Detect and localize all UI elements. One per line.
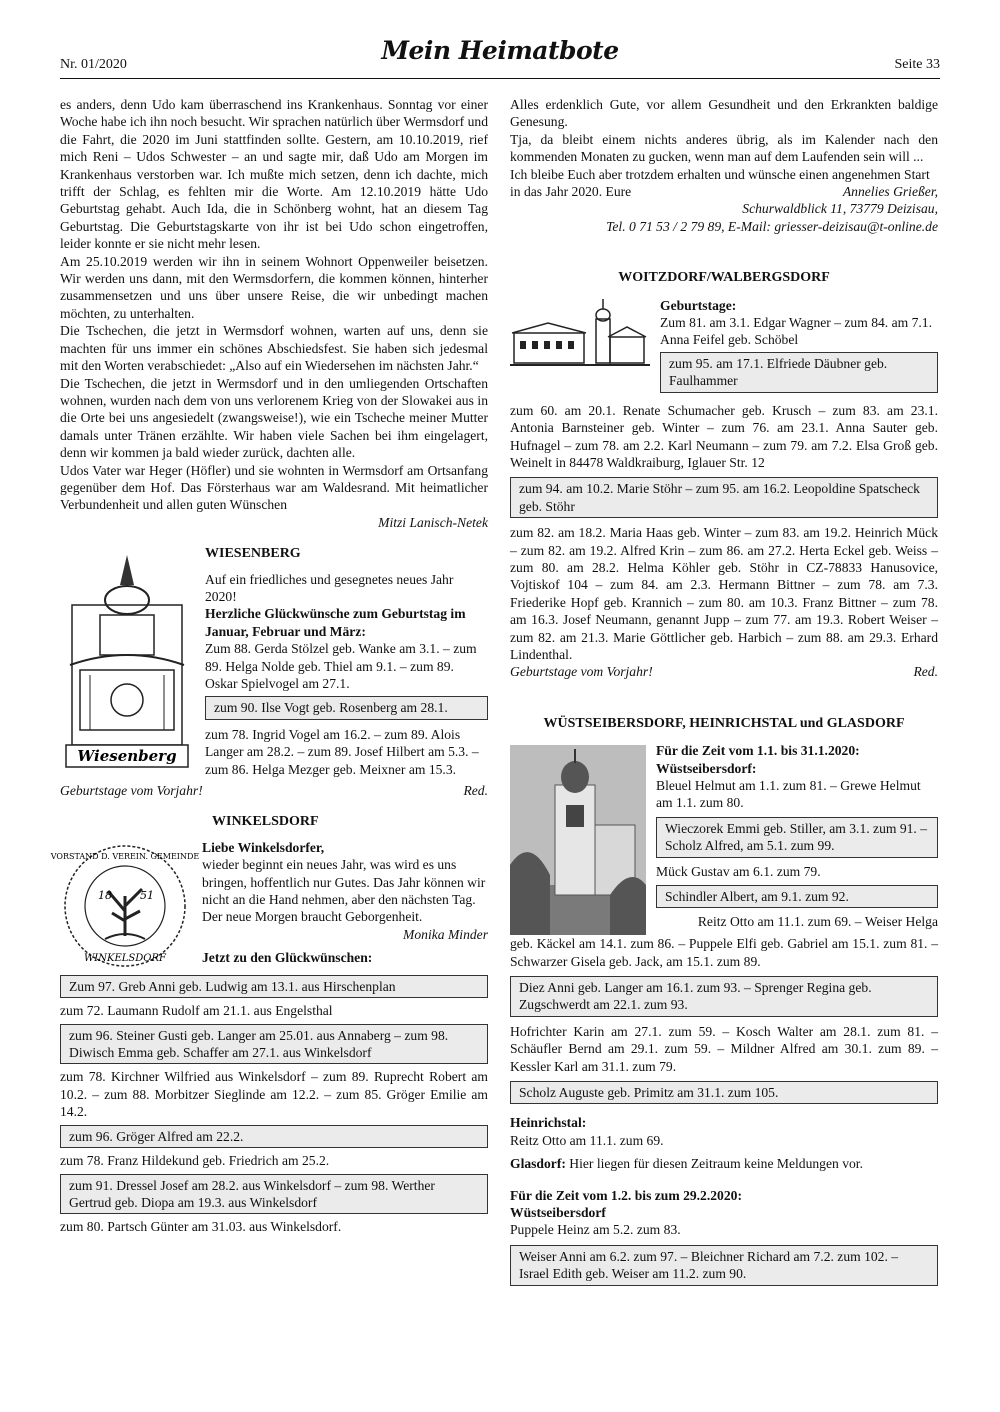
wiesenberg-lead: Herzliche Glückwünsche zum Geburtstag im Januar, Februar und März:: [205, 606, 466, 639]
letter-paragraph: Die Tschechen, die jetzt in Wermsdorf und in den umliegenden Ortschaften wohnen, wurden nach dem von uns verlorenem Krieg von der Slowakei aus in die Orte bei uns angesiedelt (zwangsweise!), wie ein Tscheche meiner Mutter damals unter Tränen erzählte. Wir haben viele Sachen bei ihm eingelagert, denn wir kommen ja bald wieder zurück, dachten alle.: [60, 375, 488, 461]
woitzdorf-text: zum 82. am 18.2. Maria Haas geb. Winter – zum 83. am 19.2. Heinrich Mück – zum 82. am 19.2. Alfred Krin – zum 86. am 27.2. Herta Eckel geb. Weiss – zum 80. am 28.2. Helma Köhler geb. Stöhr in CZ-78833 Hanusovice, Vojtiskof 104 – zum 84. am 2.3. Hermann Bittner – zum 78. am 7.3. Friederike Hopf geb. Krannich – zum 80. am 10.3. Franz Bittner – zum 78. am 16.3. Josef Neumann, genannt Jupp – zum 77. am 19.3. Robert Weiser – zum 82. am 21.3. Marie Göttlicher geb. Harbich – zum 88. am 29.3. Erhard Lindenthal.: [510, 525, 938, 662]
place-heading: Wüstseibersdorf: [510, 1205, 606, 1221]
highlight-box: zum 95. am 17.1. Elfriede Däubner geb. Faulhammer: [660, 352, 938, 393]
footer-note: Geburtstage vom Vorjahr!: [60, 783, 203, 799]
highlight-box: zum 96. Steiner Gusti geb. Langer am 25.01. aus Annaberg – zum 98. Diwisch Emma geb. Schaffer am 27.1. aus Winkelsdorf: [60, 1024, 488, 1065]
winkelsdorf-seal: [50, 841, 200, 971]
right-column: [510, 96, 938, 1292]
woitzdorf-text: Zum 81. am 3.1. Edgar Wagner – zum 84. am 7.1. Anna Feifel geb. Schöbel: [660, 315, 932, 348]
wuest-text: Puppele Heinz am 5.2. zum 83.: [510, 1222, 681, 1238]
left-column: [50, 96, 488, 1240]
page-header: [60, 36, 940, 79]
highlight-box: Weiser Anni am 6.2. zum 97. – Bleichner Richard am 7.2. zum 102. – Israel Edith geb. Weiser am 11.2. zum 90.: [510, 1245, 938, 1286]
entry-text: zum 78. Kirchner Wilfried aus Winkelsdorf – zum 89. Ruprecht Robert am 10.2. – zum 88. Morbitzer Sieglinde am 12.2. – zum 85. Gröger Emilie am 14.2.: [60, 1069, 488, 1120]
winkelsdorf-entries: [60, 975, 488, 1236]
highlight-box: Scholz Auguste geb. Primitz am 31.1. zum 105.: [510, 1081, 938, 1104]
place-heading: Heinrichstal:: [510, 1115, 587, 1131]
woitzdorf-section: [510, 269, 938, 681]
section-title-wuest: WÜSTSEIBERSDORF, HEINRICHSTAL und GLASDORF: [543, 715, 905, 731]
woitzdorf-footer: [510, 663, 938, 680]
wiesenberg-section: [60, 545, 488, 799]
wiesenberg-emblem: [60, 545, 195, 775]
highlight-box: Wieczorek Emmi geb. Stiller, am 3.1. zum 91. – Scholz Alfred, am 5.1. zum 99.: [656, 817, 938, 858]
masthead-logo: Mein Heimatbote: [381, 36, 619, 65]
highlight-box: zum 91. Dressel Josef am 28.2. aus Winkelsdorf – zum 98. Werther Gertrud geb. Diopa am 19.3. aus Winkelsdorf: [60, 1174, 488, 1215]
seal-year-right: 51: [140, 888, 154, 902]
church-photo: [510, 745, 646, 935]
wuest-text: Reitz Otto am 11.1. zum 69. – Weiser Helga: [697, 914, 938, 930]
seal-year-left: 18: [98, 888, 112, 902]
wuest-text: Bleuel Helmut am 1.1. zum 81. – Grewe Helmut am 1.1. zum 80.: [656, 778, 921, 811]
wiesenberg-greeting: Auf ein friedliches und gesegnetes neues Jahr 2020!: [205, 571, 454, 604]
letter-paragraph: Tja, da bleibt einem nichts anderes übrig, als im Kalender nach den kommenden Monaten zu gucken, wenn man auf dem Laufenden sein will ...: [510, 131, 938, 165]
winkelsdorf-poem: wieder beginnt ein neues Jahr, was wird es uns bringen, hoffentlich nur Gutes. Das Jahr können wir nicht an die Hand nehmen, aber den nächsten Tag. Der neue Morgen braucht Geborgenheit.: [202, 857, 486, 925]
wuest-section: [510, 715, 938, 1286]
winkelsdorf-lead: Liebe Winkelsdorfer,: [202, 839, 325, 855]
wuest-text: Mück Gustav am 6.1. zum 79.: [656, 863, 821, 879]
letter-paragraph: Alles erdenklich Gute, vor allem Gesundheit und den Erkrankten baldige Genesung.: [510, 97, 938, 130]
author-contact: Tel. 0 71 53 / 2 79 89, E-Mail: griesser-deizisau@t-online.de: [606, 218, 938, 234]
seal-text-bottom: WINKELSDORF: [84, 952, 166, 964]
wiesenberg-text: zum 78. Ingrid Vogel am 16.2. – zum 89. Alois Langer am 28.2. – zum 89. Josef Hilbert am 5.3. – zum 86. Helga Mezger geb. Meixner am 15.3.: [205, 726, 479, 777]
footer-red: Red.: [463, 783, 488, 799]
wiesenberg-text: Zum 88. Gerda Stölzel geb. Wanke am 3.1. – zum 89. Helga Nolde geb. Thiel am 9.1. – zum 89. Oskar Spielvogel am 27.1.: [205, 641, 477, 691]
entry-text: zum 80. Partsch Günter am 31.03. aus Winkelsdorf.: [60, 1219, 342, 1235]
place-heading: Glasdorf:: [510, 1156, 566, 1172]
winkelsdorf-section: [50, 813, 488, 1235]
woitzdorf-text: zum 60. am 20.1. Renate Schumacher geb. Krusch – zum 83. am 23.1. Antonia Barnsteiner geb. Winter – zum 76. am 23.1. Anna Sauter geb. Hufnagel – zum 78. am 2.2. Karl Neumann – zum 79. am 7.2. Elsa Groß geb. Weinelt in 84478 Waldkraiburg, Iglauer Str. 12: [510, 402, 938, 470]
author-name: Annelies Grießer,: [842, 184, 938, 200]
highlight-box: Schindler Albert, am 9.1. zum 92.: [656, 885, 938, 908]
poem-signature: Monika Minder: [403, 926, 488, 942]
highlight-box: zum 94. am 10.2. Marie Stöhr – zum 95. am 16.2. Leopoldine Spatscheck geb. Stöhr: [510, 477, 938, 518]
section-title-winkelsdorf: WINKELSDORF: [212, 814, 319, 830]
church-drawing: [510, 297, 650, 377]
highlight-box: Zum 97. Greb Anni geb. Ludwig am 13.1. aus Hirschenplan: [60, 975, 488, 998]
entry-text: zum 78. Franz Hildekund geb. Friedrich am 25.2.: [60, 1153, 330, 1169]
highlight-box: zum 96. Gröger Alfred am 22.2.: [60, 1125, 488, 1148]
section-title-wiesenberg: WIESENBERG: [205, 546, 301, 562]
place-heading: Wüstseibersdorf:: [656, 760, 757, 776]
wuest-text: Hier liegen für diesen Zeitraum keine Meldungen vor.: [569, 1156, 863, 1172]
period-heading: Für die Zeit vom 1.1. bis 31.1.2020:: [656, 743, 860, 759]
author-address: Schurwaldblick 11, 73779 Deizisau,: [742, 201, 938, 217]
letter-paragraph: Ich bleibe Euch aber trotzdem erhalten und wünsche einen angenehmen Start in das Jahr 2020. Eure: [510, 166, 930, 200]
footer-note: Geburtstage vom Vorjahr!: [510, 664, 653, 680]
entry-text: zum 72. Laumann Rudolf am 21.1. aus Engelsthal: [60, 1003, 333, 1019]
issue-number: Nr. 01/2020: [60, 57, 127, 72]
wuest-text: Hofrichter Karin am 27.1. zum 59. – Kosch Walter am 28.1. zum 81. – Schäufler Bernd am 29.1. zum 59. – Mildner Alfred am 30.1. zum 89. – Kessler Karl am 31.1. zum 79.: [510, 1023, 938, 1074]
wiesenberg-footer: [60, 782, 488, 799]
letter-paragraph: Am 25.10.2019 werden wir ihn in seinem Wohnort Oppenweiler beisetzen. Wir werden uns dann, mit den Wermsdorfern, die kommen können, hinterher zusammensetzen und uns über unsere Reise, die wir unbedingt machen möchten, zu unterhalten.: [60, 253, 488, 321]
emblem-label: Wiesenberg: [77, 747, 177, 766]
wuest-text: geb. Käckel am 14.1. zum 86. – Puppele Elfi geb. Gabriel am 15.1. zum 81. – Schwarzer Gisela geb. Jack, am 15.1. zum 89.: [510, 936, 938, 969]
wuest-text: Reitz Otto am 11.1. zum 69.: [510, 1132, 664, 1148]
letter-paragraph: Die Tschechen, die jetzt in Wermsdorf wohnen, warten auf uns, denn sie machten für uns immer ein schönes Abschiedsfest. Sie haben sich jedesmal mit den Worten verabschiedet: „Also auf ein Wiedersehen im nächsten Jahr.“: [60, 323, 488, 374]
woitzdorf-lead: Geburtstage:: [660, 297, 737, 313]
highlight-box: zum 90. Ilse Vogt geb. Rosenberg am 28.1.: [205, 696, 488, 719]
winkelsdorf-jetzt: Jetzt zu den Glückwünschen:: [202, 950, 373, 966]
seal-text-top: VORSTAND D. VEREIN. GEMEINDE: [50, 851, 200, 861]
section-title-woitzdorf: WOITZDORF/WALBERGSDORF: [618, 270, 830, 286]
letter-paragraph: Udos Vater war Heger (Höfler) und sie wohnten in Wermsdorf am Ortsanfang gegenüber dem Hof. Das Försterhaus war am Waldesrand. Mit heimatlicher Verbundenheit und allen guten Wünschen: [60, 462, 488, 513]
letter-signature: Mitzi Lanisch-Netek: [378, 514, 488, 530]
highlight-box: Diez Anni geb. Langer am 16.1. zum 93. – Sprenger Regina geb. Zugschwerdt am 22.1. zum 93.: [510, 976, 938, 1017]
footer-red: Red.: [913, 664, 938, 680]
period-heading: Für die Zeit vom 1.2. bis zum 29.2.2020:: [510, 1187, 742, 1203]
letter-paragraph: es anders, denn Udo kam überraschend ins Krankenhaus. Sonntag vor einer Woche habe ich ihn noch besucht. Wir sprachen natürlich über Wermsdorf und die Fahrt, die 2020 im Juni stattfinden sollte. Gestern, am 10.10.2019, rief mich Reni – Udos Schwester – an und sagte mir, daß Udo am Morgen im Krankenhaus verstorben war. Ich mußte mich setzen, denn ich dachte, mich trifft der Schlag, es fehlten mir die Worte. Am 12.10.2019 hätte Udo Geburtstag gehabt. Auch Ida, die in Schönberg wohnt, hat an diesem Tag Geburtstag. Die Geburtstagskarte von ihr ist bei Udo schon eingetroffen, leider konnte er sie nicht mehr lesen.: [60, 97, 488, 252]
page-number: Seite 33: [894, 57, 940, 72]
